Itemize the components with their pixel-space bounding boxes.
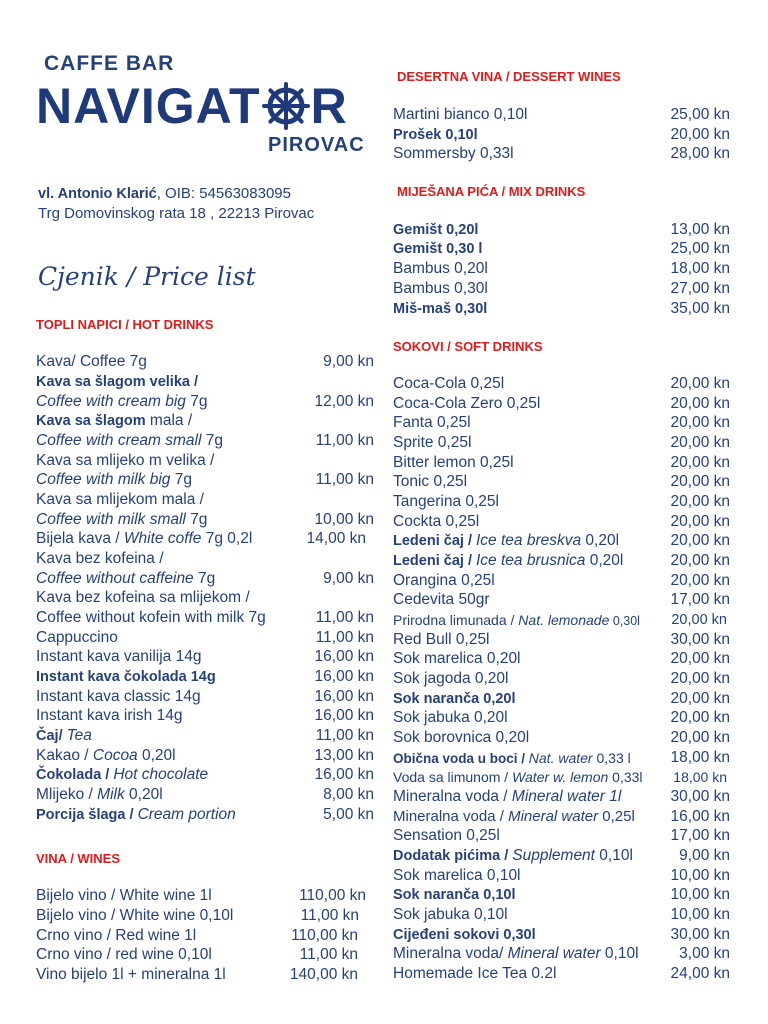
menu-item: Fanta 0,25l 20,00 kn	[393, 414, 730, 431]
menu-item: Sensation 0,25l 17,00 kn	[393, 827, 730, 844]
owner-info	[38, 184, 314, 223]
menu-item: Ledeni čaj / Ice tea breskva 0,20l 20,00 kn	[393, 532, 730, 549]
menu-item: Tangerina 0,25l 20,00 kn	[393, 493, 730, 510]
menu-item: Miš-maš 0,30l 35,00 kn	[393, 300, 730, 317]
menu-item: Gemišt 0,20l 13,00 kn	[393, 221, 730, 238]
menu-item: Instant kava classic 14g 16,00 kn	[36, 688, 374, 705]
section-mix-drinks: MIJEŠANA PIĆA / MIX DRINKS	[397, 184, 586, 199]
logo-text-b: R	[310, 78, 348, 134]
menu-item: Coffee with cream small 7g 11,00 kn	[36, 432, 374, 449]
menu-item: Cappuccino 11,00 kn	[36, 629, 374, 646]
menu-item: Orangina 0,25l 20,00 kn	[393, 572, 730, 589]
menu-item: Porcija šlaga / Cream portion 5,00 kn	[36, 806, 374, 823]
section-hot-drinks: TOPLI NAPICI / HOT DRINKS	[36, 317, 214, 332]
menu-item: Obična voda u boci / Nat. water 0,33 l 18,00 kn	[393, 749, 730, 766]
menu-item: Mineralna voda/ Mineral water 0,10l 3,00 kn	[393, 945, 730, 962]
page-title: Cjenik / Price list	[38, 262, 256, 291]
menu-item: Tonic 0,25l 20,00 kn	[393, 473, 730, 490]
menu-item: Prirodna limunada / Nat. lemonade 0,30l 20,00 kn	[393, 612, 727, 628]
menu-item: Bitter lemon 0,25l 20,00 kn	[393, 454, 730, 471]
menu-item: Kava sa mlijekom mala /	[36, 491, 204, 508]
section-dessert-wines: DESERTNA VINA / DESSERT WINES	[397, 69, 621, 84]
menu-item: Čokolada / Hot chocolate 16,00 kn	[36, 766, 374, 783]
menu-item: Cedevita 50gr 17,00 kn	[393, 591, 730, 608]
menu-item: Voda sa limunom / Water w. lemon 0,33l 18,00 kn	[393, 769, 727, 785]
menu-item: Mlijeko / Milk 0,20l 8,00 kn	[36, 786, 374, 803]
menu-item: Crno vino / Red wine 1l 110,00 kn	[36, 927, 358, 944]
menu-item: Mineralna voda / Mineral water 1l 30,00 kn	[393, 788, 730, 805]
menu-item: Coffee without caffeine 7g 9,00 kn	[36, 570, 374, 587]
menu-item: Kava sa šlagom velika /	[36, 374, 199, 390]
owner-name: vl. Antonio Klarić	[38, 186, 157, 202]
menu-item: Kava sa šlagom mala /	[36, 412, 193, 429]
menu-item: Bambus 0,30l 27,00 kn	[393, 280, 730, 297]
menu-item: Cijeđeni sokovi 0,30l 30,00 kn	[393, 926, 730, 943]
menu-item: Cockta 0,25l 20,00 kn	[393, 513, 730, 530]
menu-item: Coffee with milk small 7g 10,00 kn	[36, 511, 374, 528]
logo-navigator	[36, 76, 348, 136]
menu-item: Dodatak pićima / Supplement 0,10l 9,00 kn	[393, 847, 730, 864]
logo-text-a: NAVIGAT	[36, 78, 261, 134]
menu-item: Sommersby 0,33l 28,00 kn	[393, 145, 730, 162]
menu-item: Red Bull 0,25l 30,00 kn	[393, 631, 730, 648]
menu-item: Coca-Cola Zero 0,25l 20,00 kn	[393, 395, 730, 412]
menu-item: Kava bez kofeina sa mlijekom /	[36, 589, 250, 606]
menu-item: Bambus 0,20l 18,00 kn	[393, 260, 730, 277]
menu-item: Kava sa mlijeko m velika /	[36, 452, 215, 469]
menu-item: Vino bijelo 1l + mineralna 1l 140,00 kn	[36, 966, 358, 983]
menu-item: Kava bez kofeina /	[36, 550, 164, 567]
menu-item: Coffee with milk big 7g 11,00 kn	[36, 471, 374, 488]
section-wines: VINA / WINES	[36, 851, 121, 866]
menu-item: Sok marelica 0,20l 20,00 kn	[393, 650, 730, 667]
menu-item: Instant kava irish 14g 16,00 kn	[36, 707, 374, 724]
menu-item: Kakao / Cocoa 0,20l 13,00 kn	[36, 747, 374, 764]
menu-item: Sok naranča 0,20l 20,00 kn	[393, 690, 730, 707]
menu-item: Sok naranča 0,10l 10,00 kn	[393, 886, 730, 903]
logo-caffe-bar: CAFFE BAR	[44, 52, 175, 75]
menu-item: Martini bianco 0,10l 25,00 kn	[393, 106, 730, 123]
menu-item: Gemišt 0,30 l 25,00 kn	[393, 240, 730, 257]
menu-item: Prošek 0,10l 20,00 kn	[393, 126, 730, 143]
owner-address: Trg Domovinskog rata 18 , 22213 Pirovac	[38, 205, 315, 222]
menu-item: Instant kava čokolada 14g 16,00 kn	[36, 668, 374, 685]
logo-pirovac: PIROVAC	[268, 134, 365, 156]
ships-wheel-icon	[262, 82, 310, 130]
menu-item: Kava/ Coffee 7g 9,00 kn	[36, 353, 374, 370]
menu-item: Crno vino / red wine 0,10l 11,00 kn	[36, 946, 358, 963]
menu-item: Bijelo vino / White wine 0,10l 11,00 kn	[36, 907, 359, 924]
menu-item: Sok borovnica 0,20l 20,00 kn	[393, 729, 730, 746]
owner-oib: , OIB: 54563083095	[156, 185, 291, 202]
menu-item: Sok marelica 0,10l 10,00 kn	[393, 867, 730, 884]
menu-item: Sok jagoda 0,20l 20,00 kn	[393, 670, 730, 687]
menu-item: Homemade Ice Tea 0.2l 24,00 kn	[393, 965, 730, 982]
menu-item: Sok jabuka 0,20l 20,00 kn	[393, 709, 730, 726]
menu-item: Čaj/ Tea 11,00 kn	[36, 727, 374, 744]
menu-item: Instant kava vanilija 14g 16,00 kn	[36, 648, 374, 665]
menu-item: Sok jabuka 0,10l 10,00 kn	[393, 906, 730, 923]
menu-item: Sprite 0,25l 20,00 kn	[393, 434, 730, 451]
menu-item: Coca-Cola 0,25l 20,00 kn	[393, 375, 730, 392]
menu-item: Coffee with cream big 7g 12,00 kn	[36, 393, 374, 410]
section-soft-drinks: SOKOVI / SOFT DRINKS	[393, 339, 543, 354]
menu-item: Coffee without kofein with milk 7g 11,00 kn	[36, 609, 374, 626]
menu-item: Bijelo vino / White wine 1l 110,00 kn	[36, 887, 366, 904]
menu-item: Mineralna voda / Mineral water 0,25l 16,00 kn	[393, 808, 730, 825]
menu-item: Bijela kava / White coffe 7g 0,2l 14,00 kn	[36, 530, 366, 547]
menu-item: Ledeni čaj / Ice tea brusnica 0,20l 20,00 kn	[393, 552, 730, 569]
